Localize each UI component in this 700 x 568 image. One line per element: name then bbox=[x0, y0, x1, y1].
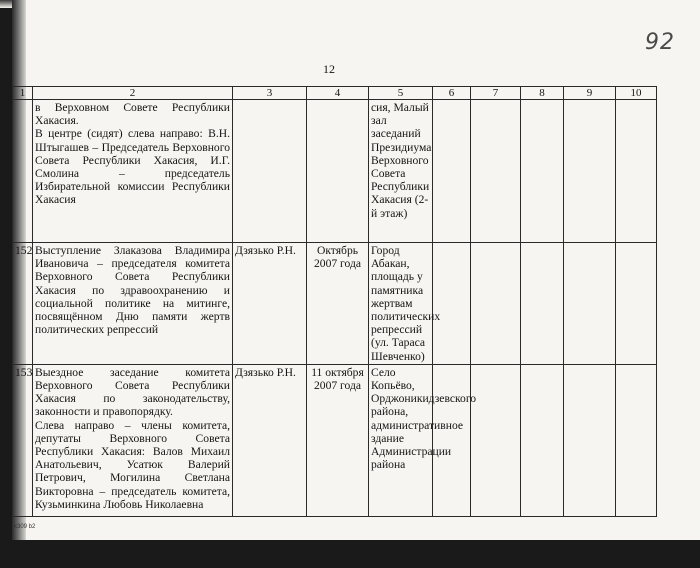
column-header: 5 bbox=[369, 87, 433, 100]
row-date: 11 октября 2007 года bbox=[307, 364, 369, 516]
footer-print-mark: k309 b2 bbox=[14, 524, 36, 530]
empty-cell bbox=[564, 243, 616, 365]
description-paragraph: Выездное заседание комитета Верховного Совета Республики Хакасия по законодательству, законности и правопорядку. bbox=[35, 365, 230, 419]
empty-cell bbox=[433, 100, 471, 243]
row-description bbox=[33, 243, 233, 365]
empty-cell bbox=[616, 364, 657, 516]
row-place: сия, Малый зал заседаний Президиума Верховного Совета Республики Хакасия (2-й этаж) bbox=[369, 100, 433, 243]
row-date: Октябрь 2007 года bbox=[307, 243, 369, 365]
row-description bbox=[33, 364, 233, 516]
column-header: 10 bbox=[616, 87, 657, 100]
register-table bbox=[12, 86, 657, 517]
description-paragraph: В центре (сидят) слева направо: В.Н. Штыгашев – Председатель Верховного Совета Республики Хакасия, И.Г. Смолина – председатель Избирательной комиссии Республики Хакасия bbox=[35, 127, 230, 207]
description-paragraph: Выступление Злаказова Владимира Ивановича – председателя комитета Верховного Совета Республики Хакасия по здравоохранению и социальной политике на митинге, посвящённом Дню памяти жертв политических репрессий bbox=[35, 244, 230, 337]
row-number: 153 bbox=[13, 364, 33, 516]
table-row bbox=[13, 364, 657, 516]
handwritten-sheet-number: 92 bbox=[645, 30, 675, 55]
page-number: 12 bbox=[323, 62, 335, 76]
table-row bbox=[13, 100, 657, 243]
empty-cell bbox=[471, 100, 521, 243]
empty-cell bbox=[521, 364, 564, 516]
column-header: 6 bbox=[433, 87, 471, 100]
description-paragraph: в Верховном Совете Республики Хакасия. bbox=[35, 101, 230, 128]
column-header: 2 bbox=[33, 87, 233, 100]
row-place: Город Абакан, площадь у памятника жертвам политических репрессий (ул. Тараса Шевченко) bbox=[369, 243, 433, 365]
empty-cell bbox=[433, 243, 471, 365]
empty-cell bbox=[564, 100, 616, 243]
header-row bbox=[13, 87, 657, 100]
row-author: Дзязько Р.Н. bbox=[233, 364, 307, 516]
column-header: 4 bbox=[307, 87, 369, 100]
empty-cell bbox=[564, 364, 616, 516]
row-number bbox=[13, 100, 33, 243]
row-author: Дзязько Р.Н. bbox=[233, 243, 307, 365]
table-row bbox=[13, 243, 657, 365]
column-header: 9 bbox=[564, 87, 616, 100]
empty-cell bbox=[471, 243, 521, 365]
row-place: Село Копьёво, Орджоникидзевского района, административное здание Администрации района bbox=[369, 364, 433, 516]
column-header: 3 bbox=[233, 87, 307, 100]
empty-cell bbox=[433, 364, 471, 516]
empty-cell bbox=[521, 243, 564, 365]
empty-cell bbox=[616, 243, 657, 365]
register-table-container bbox=[12, 86, 656, 514]
column-header: 7 bbox=[471, 87, 521, 100]
empty-cell bbox=[616, 100, 657, 243]
column-header: 8 bbox=[521, 87, 564, 100]
row-number: 152 bbox=[13, 243, 33, 365]
row-date bbox=[307, 100, 369, 243]
row-author bbox=[233, 100, 307, 243]
row-description bbox=[33, 100, 233, 243]
description-paragraph: Слева направо – члены комитета, депутаты Верховного Совета Республики Хакасия: Валов Михаил Анатольевич, Усатюк Валерий Петрович, Могилина Светлана Викторовна – председатель комитета, Кузьминкина Любовь Николаевна bbox=[35, 418, 230, 511]
empty-cell bbox=[471, 364, 521, 516]
empty-cell bbox=[521, 100, 564, 243]
column-header: 1 bbox=[13, 87, 33, 100]
